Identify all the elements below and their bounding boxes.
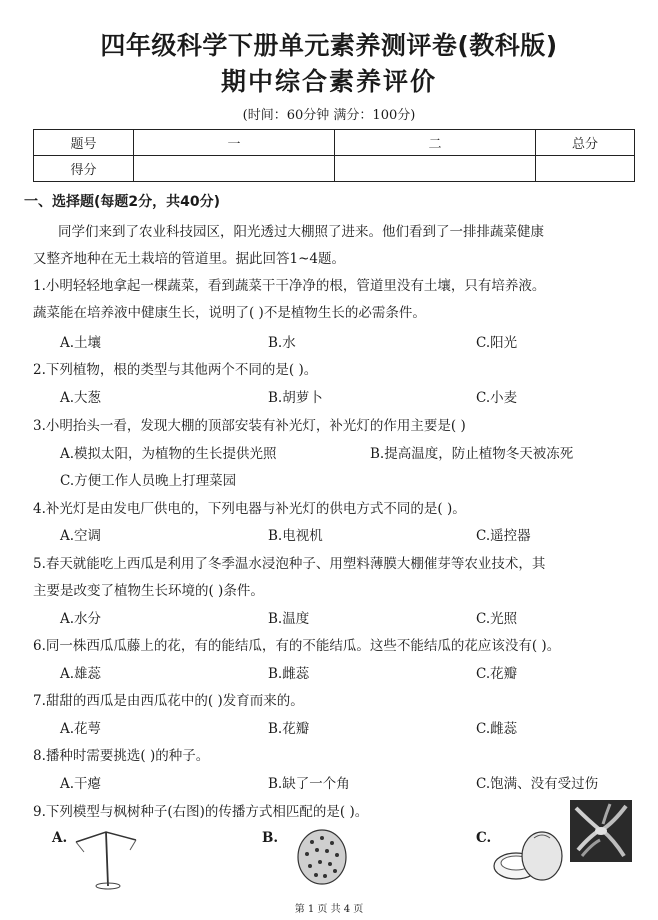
intro-text: 同学们来到了农业科技园区，阳光透过大棚照了进来。他们看到了一排排蔬菜健康: [58, 224, 544, 240]
question-9-option-a[interactable]: A.: [52, 830, 68, 846]
exam-time-info: (时间：60分钟 满分：100分): [242, 108, 416, 123]
question-5-option-b[interactable]: B.温度: [268, 611, 310, 627]
question-9-option-c[interactable]: C.: [476, 830, 492, 846]
score-table-cell: 题号: [34, 130, 134, 156]
coconut-icon: [490, 826, 566, 888]
question-6-option-c[interactable]: C.花瓣: [476, 666, 518, 682]
question-2-option-b[interactable]: B.胡萝卜: [268, 390, 323, 406]
score-table-cell: 二: [335, 130, 536, 156]
question-7-option-b[interactable]: B.花瓣: [268, 721, 310, 737]
question-6-text: 6.同一株西瓜瓜藤上的花，有的能结瓜，有的不能结瓜。这些不能结瓜的花应该没有( )。: [33, 638, 561, 654]
question-4-option-c[interactable]: C.遥控器: [476, 528, 531, 544]
question-1-option-b[interactable]: B.水: [268, 335, 296, 351]
question-3-text: 3.小明抬头一看，发现大棚的顶部安装有补光灯，补光灯的作用主要是( ): [33, 418, 466, 434]
score-input-cell[interactable]: [134, 156, 335, 182]
section-title: 一、选择题(每题2分，共40分): [24, 194, 221, 210]
question-1-option-c[interactable]: C.阳光: [476, 335, 518, 351]
question-8-text: 8.播种时需要挑选( )的种子。: [33, 748, 210, 764]
question-6-option-b[interactable]: B.雌蕊: [268, 666, 310, 682]
question-4-text: 4.补光灯是由发电厂供电的，下列电器与补光灯的供电方式不同的是( )。: [33, 501, 466, 517]
question-1-option-a[interactable]: A.土壤: [60, 335, 102, 351]
spinning-top-model-icon: [72, 826, 142, 892]
question-2-text: 2.下列植物，根的类型与其他两个不同的是( )。: [33, 362, 318, 378]
question-7-text: 7.甜甜的西瓜是由西瓜花中的( )发育而来的。: [33, 693, 304, 709]
question-7-option-a[interactable]: A.花萼: [60, 721, 102, 737]
burr-seed-icon: [292, 826, 352, 888]
score-input-cell[interactable]: [536, 156, 635, 182]
question-1-text: 1.小明轻轻地拿起一棵蔬菜，看到蔬菜干干净净的根，管道里没有土壤，只有培养液。: [33, 278, 546, 294]
score-table-cell: 一: [134, 130, 335, 156]
intro-text: 又整齐地种在无土栽培的管道里。据此回答1~4题。: [33, 251, 345, 267]
question-4-option-a[interactable]: A.空调: [60, 528, 102, 544]
question-3-option-c[interactable]: C.方便工作人员晚上打理菜园: [60, 473, 237, 489]
question-9-option-b[interactable]: B.: [262, 830, 279, 846]
question-2-option-c[interactable]: C.小麦: [476, 390, 518, 406]
page-footer: 第 1 页 共 4 页: [294, 904, 364, 915]
score-table: [33, 129, 635, 182]
question-5-option-c[interactable]: C.光照: [476, 611, 518, 627]
question-8-option-c[interactable]: C.饱满、没有受过伤: [476, 776, 599, 792]
score-table-header-row: [34, 130, 635, 156]
question-8-option-b[interactable]: B.缺了一个角: [268, 776, 350, 792]
question-5-text: 主要是改变了植物生长环境的( )条件。: [33, 583, 264, 599]
question-1-text: 蔬菜能在培养液中健康生长，说明了( )不是植物生长的必需条件。: [33, 305, 426, 321]
question-2-option-a[interactable]: A.大葱: [60, 390, 102, 406]
score-table-cell: 得分: [34, 156, 134, 182]
exam-title: 四年级科学下册单元素养测评卷(教科版): [100, 31, 558, 60]
question-9-text: 9.下列模型与枫树种子(右图)的传播方式相匹配的是( )。: [33, 804, 369, 820]
score-input-cell[interactable]: [335, 156, 536, 182]
question-3-option-a[interactable]: A.模拟太阳，为植物的生长提供光照: [60, 446, 277, 462]
question-3-option-b[interactable]: B.提高温度，防止植物冬天被冻死: [370, 446, 574, 462]
question-5-text: 5.春天就能吃上西瓜是利用了冬季温水浸泡种子、用塑料薄膜大棚催芽等农业技术，其: [33, 556, 546, 572]
question-6-option-a[interactable]: A.雄蕊: [60, 666, 102, 682]
score-table-cell: 总分: [536, 130, 635, 156]
question-7-option-c[interactable]: C.雌蕊: [476, 721, 518, 737]
maple-seed-photo-icon: [570, 800, 632, 862]
question-8-option-a[interactable]: A.干瘪: [60, 776, 102, 792]
exam-subtitle-title: 期中综合素养评价: [220, 67, 437, 96]
question-4-option-b[interactable]: B.电视机: [268, 528, 323, 544]
question-5-option-a[interactable]: A.水分: [60, 611, 102, 627]
score-table-score-row: [34, 156, 635, 182]
